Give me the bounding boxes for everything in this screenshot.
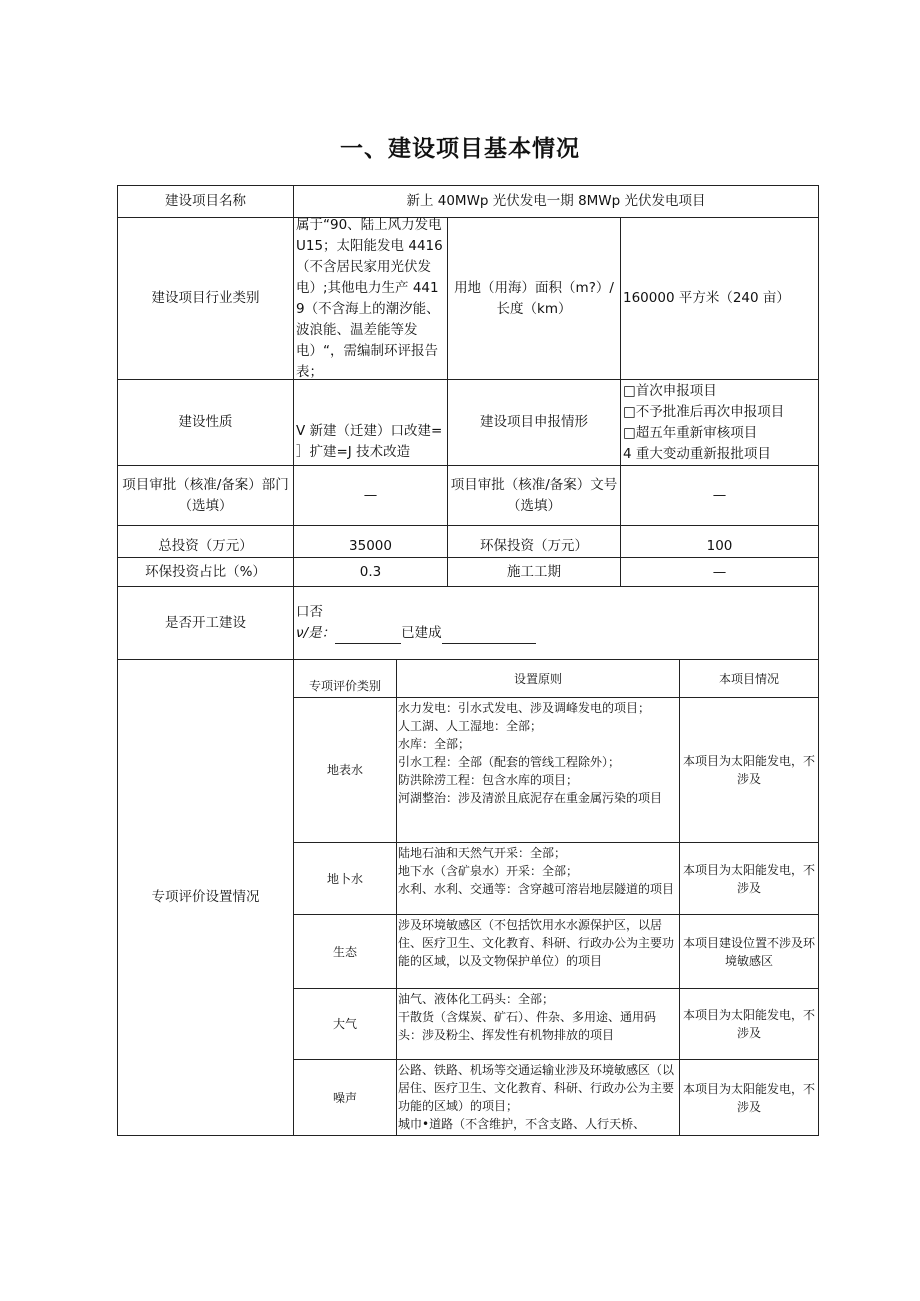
report-option-1: □首次申报项目 [623, 382, 717, 399]
started-yes-option [296, 623, 816, 644]
industry-label: 建设项目行业类别 [117, 217, 293, 379]
special-situation-noise: 本项目为太阳能发电，不涉及 [679, 1059, 818, 1135]
construction-nature-value [293, 379, 447, 465]
started-yes-prefix: ν/是： [296, 625, 336, 641]
special-category-ecology: 生态 [293, 914, 396, 988]
total-investment-label: 总投资（万元） [117, 525, 293, 557]
special-situation-groundwater: 本项目为太阳能发电，不涉及 [679, 842, 818, 914]
started-value [293, 586, 818, 659]
special-situation-surface-water: 本项目为太阳能发电，不涉及 [679, 697, 818, 842]
special-category-atmosphere: 大气 [293, 988, 396, 1059]
nature-line-1: V 新建（迁建）口改建= [296, 423, 443, 439]
special-principle-atmosphere: 油气、液体化工码头：全部； 干散货（含煤炭、矿石）、件杂、多用途、通用码头：涉及粉尘、挥发性有机物排放的项目 [396, 988, 679, 1059]
approval-doc-label: 项目审批（核准/备案）文号（选填） [447, 465, 620, 525]
report-option-3: □超五年重新审核项目 [623, 424, 758, 441]
table-right-border [818, 185, 819, 1136]
special-situation-ecology: 本项目建设位置不涉及环境敏感区 [679, 914, 818, 988]
report-option-2: □不予批准后再次申报项目 [623, 403, 785, 420]
land-area-label: 用地（用海）面积（m?）/长度（km） [447, 217, 620, 379]
special-head-category: 专项评价类别 [293, 659, 396, 697]
special-principle-ecology: 涉及环境敏感区（不包括饮用水水源保护区，以居住、医疗卫生、文化教育、科研、行政办公为主要功能的区域，以及文物保护单位）的项目 [396, 914, 679, 988]
nature-line-2: ］扩建=J 技术改造 [296, 444, 411, 460]
special-eval-label: 专项评价设置情况 [117, 659, 293, 1135]
approval-doc-value: — [620, 465, 818, 525]
total-investment-value: 35000 [293, 525, 447, 557]
report-situation-label: 建设项目申报情形 [447, 379, 620, 465]
env-ratio-value: 0.3 [293, 557, 447, 586]
construction-nature-label: 建设性质 [117, 379, 293, 465]
industry-value: 属于“90、陆上风力发电U15；太阳能发电 4416（不含居民家用光伏发电）;其他电力生产 4419（不含海上的潮汐能、波浪能、温差能等发电）“，需编制环评报告表； [293, 217, 447, 379]
construction-period-value: — [620, 557, 818, 586]
env-investment-value: 100 [620, 525, 818, 557]
started-yes-value: 已建成 [401, 625, 442, 641]
env-investment-label: 环保投资（万元） [447, 525, 620, 557]
started-label: 是否开工建设 [117, 586, 293, 659]
special-head-principle: 设置原则 [396, 659, 679, 697]
page-title: 一、建设项目基本情况 [340, 136, 580, 162]
land-area-value: 160000 平方米（240 亩） [620, 217, 818, 379]
project-name-label: 建设项目名称 [117, 185, 293, 217]
project-name-value: 新上 40MWp 光伏发电一期 8MWp 光伏发电项目 [293, 185, 818, 217]
special-situation-atmosphere: 本项目为太阳能发电，不涉及 [679, 988, 818, 1059]
special-category-groundwater: 地卜水 [293, 842, 396, 914]
approval-dept-value: — [293, 465, 447, 525]
special-head-situation: 本项目情况 [679, 659, 818, 697]
construction-period-label: 施工工期 [447, 557, 620, 586]
special-category-surface-water: 地表水 [293, 697, 396, 842]
env-ratio-label: 环保投资占比（%） [117, 557, 293, 586]
special-category-noise: 噪声 [293, 1059, 396, 1135]
table-bottom-border [117, 1135, 819, 1136]
report-situation-options [620, 379, 818, 465]
special-principle-noise: 公路、铁路、机场等交通运输业涉及环境敏感区（以居住、医疗卫生、文化教育、科研、行政办公为主要功能的区域）的项目； 城巾•道路（不含维护，不含支路、人行天桥、 [396, 1059, 679, 1135]
special-principle-groundwater: 陆地石油和天然气开采：全部； 地下水（含矿泉水）开采：全部； 水利、水利、交通等：含穿越可溶岩地层隧道的项目 [396, 842, 679, 914]
started-no-option: 口否 [296, 604, 323, 620]
special-principle-surface-water: 水力发电：引水式发电、涉及调峰发电的项目； 人工湖、人工湿地：全部； 水库：全部； 引水工程：全部（配套的管线工程除外）； 防洪除涝工程：包含水库的项目； 河湖整治：涉及清淤且底泥存在重金属污染的项目 [396, 697, 679, 842]
report-option-4: 4 重大变动重新报批项目 [623, 445, 771, 462]
approval-dept-label: 项目审批（核准/备案）部门（选填） [117, 465, 293, 525]
